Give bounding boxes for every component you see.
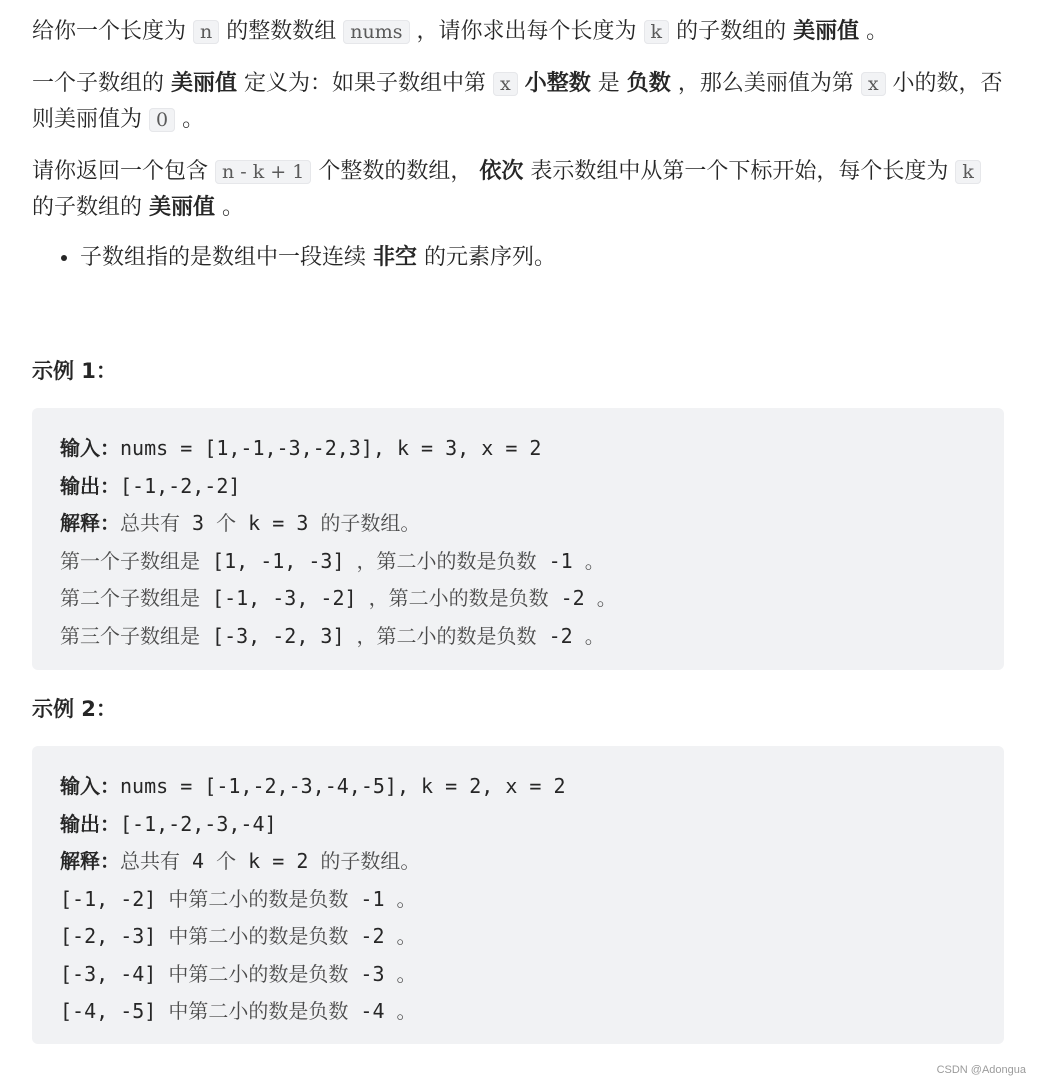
example-1-box [32, 408, 1004, 670]
text: 。 [866, 19, 889, 44]
detail-text: ，第二小的数是负数 [356, 548, 537, 573]
detail-text: 。 [396, 961, 417, 986]
output-label: 输出： [60, 811, 120, 836]
inline-code: n [193, 20, 219, 44]
example-detail-line [60, 918, 976, 956]
example-2-box [32, 746, 1004, 1044]
example-output-line [60, 806, 976, 844]
example-explanation-line [60, 505, 976, 543]
output-value: [-1,-2,-3,-4] [120, 811, 277, 836]
inline-code: x [493, 72, 518, 96]
detail-text: 。 [584, 623, 605, 648]
detail-value: -4 [348, 999, 397, 1023]
detail-value: -1 [536, 548, 585, 573]
explanation-text: 的子数组。 [320, 511, 421, 535]
detail-text: 第三个子数组是 [60, 623, 200, 648]
inline-code: k [955, 160, 981, 184]
input-value: nums = [1,-1,-3,-2,3], k = 3, x = 2 [120, 436, 542, 460]
example-input-line [60, 430, 976, 468]
explanation-text: 的子数组。 [320, 849, 421, 873]
detail-value: -2 [536, 623, 585, 648]
example-detail-line [60, 881, 976, 919]
paragraph-definition [32, 66, 1004, 138]
text: 的子数组的 [676, 19, 787, 44]
text: 是 [597, 71, 620, 96]
bold-term: 非空 [373, 245, 418, 270]
detail-text: 中第二小的数是负数 [168, 999, 349, 1023]
problem-description [32, 14, 1004, 1044]
text: 请你返回一个包含 [32, 159, 209, 184]
bold-term: 美丽值 [149, 195, 216, 220]
inline-code: k [644, 20, 670, 44]
detail-value: -2 [348, 924, 397, 948]
example-input-line [60, 768, 976, 806]
example-explanation-line [60, 843, 976, 881]
output-label: 输出： [60, 473, 120, 498]
paragraph-return [32, 154, 1004, 226]
paragraph-intro [32, 14, 1004, 50]
example-output-line [60, 468, 976, 506]
detail-subarray: [-4, -5] [60, 999, 169, 1023]
notes-list [32, 240, 1004, 276]
text: 给你一个长度为 [32, 19, 187, 44]
detail-subarray: [1, -1, -3] [200, 548, 357, 573]
detail-subarray: [-3, -2, 3] [200, 623, 357, 648]
text: 的元素序列。 [424, 245, 557, 270]
input-value: nums = [-1,-2,-3,-4,-5], k = 2, x = 2 [120, 774, 566, 798]
detail-text: ，第二小的数是负数 [368, 586, 549, 610]
explanation-text: 个 [216, 849, 237, 873]
text: 个整数的数组， [318, 159, 473, 184]
list-item [80, 240, 1004, 276]
inline-code: 0 [149, 108, 175, 132]
example-detail-line [60, 580, 976, 618]
watermark: CSDN @Adongua [936, 1064, 1026, 1076]
input-label: 输入： [60, 774, 120, 798]
explanation-count: 3 [180, 511, 217, 535]
bold-term: 美丽值 [793, 19, 860, 44]
inline-code: n - k + 1 [215, 160, 311, 184]
detail-text: 中第二小的数是负数 [168, 886, 349, 911]
input-label: 输入： [60, 436, 120, 460]
example-detail-line [60, 993, 976, 1031]
detail-text: 。 [396, 999, 417, 1023]
text: ，请你求出每个长度为 [416, 19, 637, 44]
detail-subarray: [-2, -3] [60, 924, 169, 948]
detail-value: -3 [348, 961, 397, 986]
detail-text: 中第二小的数是负数 [168, 961, 349, 986]
example-2-title: 示例 2： [32, 697, 117, 721]
detail-text: 中第二小的数是负数 [168, 924, 349, 948]
explanation-label: 解释： [60, 849, 120, 873]
detail-text: 第二个子数组是 [60, 586, 200, 610]
bold-term: 美丽值 [171, 71, 238, 96]
text: 小的数，否则美丽值为 [32, 71, 1003, 132]
detail-text: ，第二小的数是负数 [356, 623, 537, 648]
example-detail-line [60, 956, 976, 994]
inline-code: nums [343, 20, 409, 44]
text: 。 [182, 107, 205, 132]
detail-subarray: [-1, -3, -2] [200, 586, 369, 610]
text: ，那么美丽值为第 [677, 71, 854, 96]
text: 的整数数组 [226, 19, 337, 44]
explanation-text: 个 [216, 511, 237, 535]
example-detail-line [60, 543, 976, 581]
detail-text: 。 [596, 586, 617, 610]
bold-term: 负数 [626, 71, 671, 96]
detail-value: -2 [548, 586, 597, 610]
text: 定义为：如果子数组中第 [244, 71, 487, 96]
text: 的子数组的 [32, 195, 143, 220]
bold-term: 依次 [479, 159, 524, 184]
example-detail-line [60, 618, 976, 656]
text: 。 [222, 195, 245, 220]
text: 一个子数组的 [32, 71, 165, 96]
explanation-label: 解释： [60, 511, 120, 535]
explanation-text: 总共有 [120, 511, 180, 535]
explanation-k: k = 2 [236, 849, 321, 873]
explanation-count: 4 [180, 849, 217, 873]
inline-code: x [861, 72, 886, 96]
detail-subarray: [-3, -4] [60, 961, 169, 986]
output-value: [-1,-2,-2] [120, 473, 241, 498]
bold-term: 小整数 [524, 71, 591, 96]
example-1-title: 示例 1： [32, 359, 117, 383]
detail-subarray: [-1, -2] [60, 886, 169, 911]
explanation-k: k = 3 [236, 511, 321, 535]
text: 表示数组中从第一个下标开始，每个长度为 [530, 159, 949, 184]
text: 子数组指的是数组中一段连续 [80, 245, 367, 270]
explanation-text: 总共有 [120, 849, 180, 873]
detail-text: 。 [584, 548, 605, 573]
detail-value: -1 [348, 886, 397, 911]
detail-text: 。 [396, 886, 417, 911]
detail-text: 第一个子数组是 [60, 548, 200, 573]
detail-text: 。 [396, 924, 417, 948]
